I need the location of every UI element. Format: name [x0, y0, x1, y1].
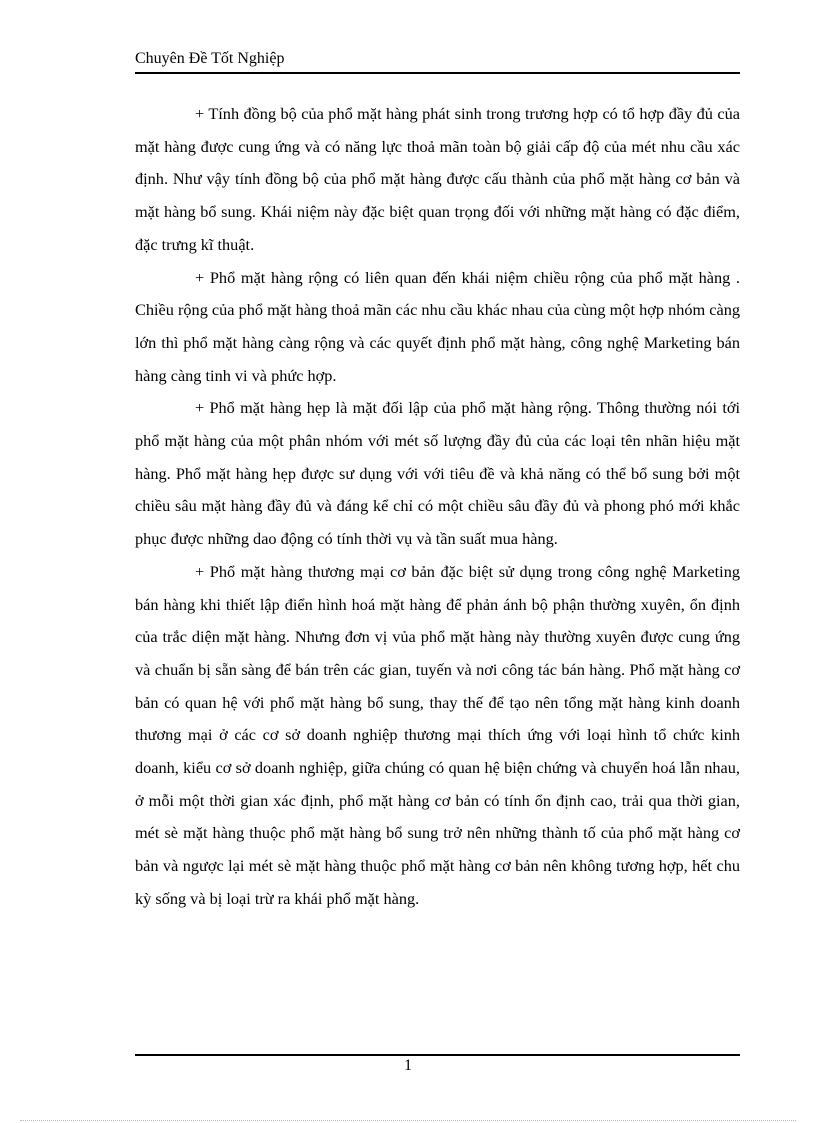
paragraph-narrow-assortment: + Phổ mặt hàng hẹp là mặt đối lập của phổ mặt hàng rộng. Thông thường nói tới phổ mặt hàng của một phân nhóm với mét số lượng đầy đủ của các loại tên nhãn hiệu mặt hàng. Phổ mặt hàng hẹp được sư dụng với với tiêu đề và khả năng có thể bổ sung bởi một chiều sâu mặt hàng đầy đủ và đáng kể chỉ có một chiều sâu đầy đủ và phong phó mới khắc phục được những dao động có tính thời vụ và tần suất mua hàng. — [135, 398, 740, 549]
paragraph-wide-assortment: + Phổ mặt hàng rộng có liên quan đến khái niệm chiều rộng của phổ mặt hàng . Chiều rộng của phổ mặt hàng thoả mãn các nhu cầu khác nhau của cùng một hợp nhóm càng lớn thì phổ mặt hàng càng rộng và các quyết định phổ mặt hàng, công nghệ Marketing bán hàng càng tinh vi và phức hợp. — [135, 267, 740, 385]
header-title: Chuyên Đề Tốt Nghiệp — [135, 50, 285, 67]
document-body — [135, 98, 740, 916]
footer-rule — [135, 1054, 740, 1056]
paragraph-synchronous-assortment: + Tính đồng bộ của phổ mặt hàng phát sinh trong trương hợp có tổ hợp đầy đủ của mặt hàng được cung ứng và có năng lực thoả mãn toàn bộ giải cấp độ của mét nhu cầu xác định. Như vậy tính đồng bộ của phổ mặt hàng được cấu thành của phổ mặt hàng cơ bản và mặt hàng bổ sung. Khái niệm này đặc biệt quan trọng đối với những mặt hàng có đặc điểm, đặc trưng kĩ thuật. — [135, 104, 740, 254]
paragraph-basic-assortment: + Phổ mặt hàng thương mại cơ bản đặc biệt sử dụng trong công nghệ Marketing bán hàng khi thiết lập điển hình hoá mặt hàng để phản ánh bộ phận thường xuyên, ổn định của trắc diện mặt hàng. Nhưng đơn vị vủa phổ mặt hàng này thường xuyên được cung ứng và chuẩn bị sẵn sàng để bán trên các gian, tuyến và nơi công tác bán hàng. Phổ mặt hàng cơ bản có quan hệ với phổ mặt hàng bổ sung, thay thế để tạo nên tổng mặt hàng kinh doanh thương mại ở các cơ sở doanh nghiệp thương mại thích ứng với loại hình tổ chức kinh doanh, kiểu cơ sở doanh nghiệp, giữa chúng có quan hệ biện chứng và chuyển hoá lẫn nhau, ở mỗi một thời gian xác định, phổ mặt hàng cơ bản có tính ổn định cao, trải qua thời gian, mét sè mặt hàng thuộc phổ mặt hàng bổ sung trở nên những thành tố của phổ mặt hàng cơ bản và ngược lại mét sè mặt hàng thuộc phổ mặt hàng cơ bản nên không tương hợp, hết chu kỳ sống và bị loại trừ ra khái phổ mặt hàng. — [135, 561, 740, 908]
page-header — [135, 48, 740, 74]
page-bottom-border — [20, 1120, 796, 1121]
page-number: 1 — [404, 1057, 412, 1074]
